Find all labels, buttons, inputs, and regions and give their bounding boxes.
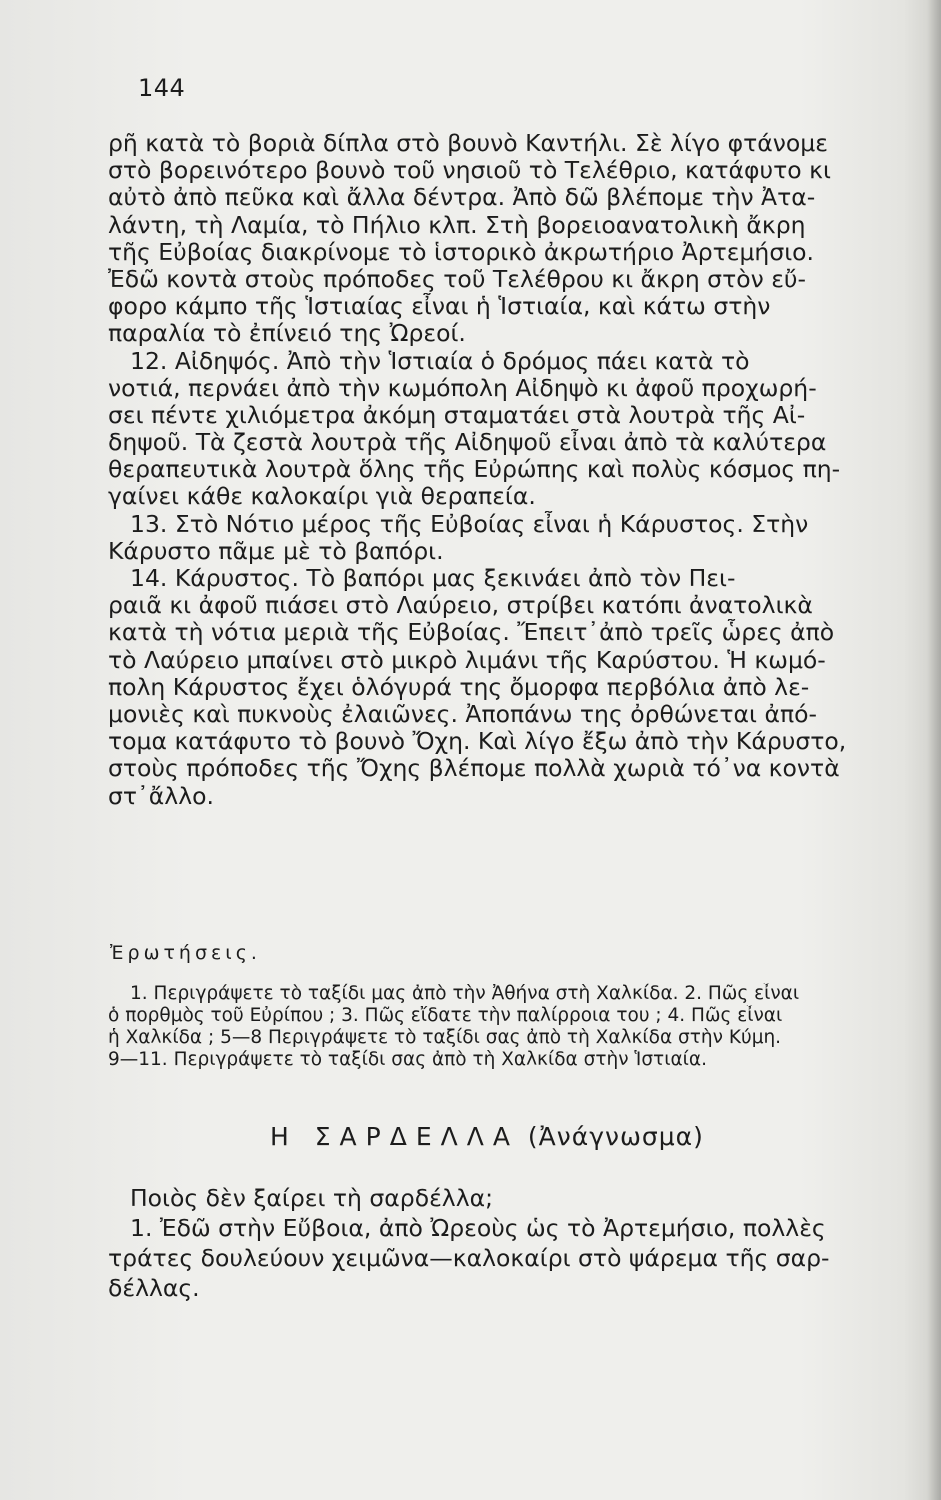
question-line: ὁ πορθμὸς τοῦ Εὐρίπου ; 3. Πῶς εἴδατε τὴν παλίρροια του ; 4. Πῶς εἶναι [108,1005,783,1026]
questions-heading: Ἐρωτήσεις. [110,942,261,964]
text-line: λάντη, τὴ Λαμία, τὸ Πήλιο κλπ. Στὴ βορειοανατολικὴ ἄκρη [108,211,806,239]
page-edge-shadow [927,0,941,1500]
section-13-line: 13. Στὸ Νότιο μέρος τῆς Εὐβοίας εἶναι ἡ Κάρυστος. Στὴν [130,510,809,538]
text-line: στ᾿ἄλλο. [108,782,214,810]
text-line: Κάρυστο πᾶμε μὲ τὸ βαπόρι. [108,537,444,565]
text-line: θεραπευτικὰ λουτρὰ ὅλης τῆς Εὐρώπης καὶ πολὺς κόσμος πη- [108,456,841,484]
text-line: γαίνει κάθε καλοκαίρι γιὰ θεραπεία. [108,483,536,511]
text-line: μονιὲς καὶ πυκνοὺς ἐλαιῶνες. Ἀποπάνω της ὀρθώνεται ἀπό- [108,700,817,728]
questions-block [108,983,928,1071]
reading-title [270,1122,704,1151]
main-text [108,130,928,810]
text-line: τομα κατάφυτο τὸ βουνὸ Ὄχη. Καὶ λίγο ἔξω ἀπὸ τὴν Κάρυστο, [108,728,847,756]
text-line: δηψοῦ. Τὰ ζεστὰ λουτρὰ τῆς Αἰδηψοῦ εἶναι ἀπὸ τὰ καλύτερα [108,429,827,457]
reading-line: δέλλας. [108,1274,200,1302]
text-line: τὸ Λαύρειο μπαίνει στὸ μικρὸ λιμάνι τῆς Καρύστου. Ἡ κωμό- [108,646,826,674]
text-line: σει πέντε χιλιόμετρα ἀκόμη σταματάει στὰ λουτρὰ τῆς Αἰ- [108,401,806,429]
reading-line: Ποιὸς δὲν ξαίρει τὴ σαρδέλλα; [130,1184,494,1212]
text-line: στοὺς πρόποδες τῆς Ὄχης βλέπομε πολλὰ χωριὰ τό᾿να κοντὰ [108,755,840,783]
text-line: στὸ βορεινότερο βουνὸ τοῦ νησιοῦ τὸ Τελέθριο, κατάφυτο κι [108,157,831,185]
text-line: νοτιά, περνάει ἀπὸ τὴν κωμόπολη Αἰδηψὸ κι ἀφοῦ προχωρή- [108,374,817,402]
section-12-heading-line: 12. Αἰδηψός. Ἀπὸ τὴν Ἱστιαία ὁ δρόμος πάει κατὰ τὸ [130,347,750,375]
question-line: ἡ Χαλκίδα ; 5—8 Περιγράψετε τὸ ταξίδι σας ἀπὸ τὴ Χαλκίδα στὴν Κύμη. [108,1027,782,1048]
text-line: τῆς Εὐβοίας διακρίνομε τὸ ἱστορικὸ ἀκρωτήριο Ἀρτεμήσιο. [108,238,815,266]
text-line: Ἐδῶ κοντὰ στοὺς πρόποδες τοῦ Τελέθρου κι ἄκρη στὸν εὔ- [108,265,806,293]
reading-title-subtitle: (Ἀνάγνωσμα) [527,1122,704,1151]
reading-line: τράτες δουλεύουν χειμῶνα—καλοκαίρι στὸ ψάρεμα τῆς σαρ- [108,1244,830,1272]
text-line: φορο κάμπο τῆς Ἱστιαίας εἶναι ἡ Ἱστιαία, καὶ κάτω στὴν [108,293,771,321]
question-line: 9—11. Περιγράψετε τὸ ταξίδι σας ἀπὸ τὴ Χαλκίδα στὴν Ἱστιαία. [108,1049,707,1070]
reading-text [108,1183,928,1303]
reading-title-main: Η ΣΑΡΔΕΛΛΑ [270,1122,519,1151]
section-14-heading-line: 14. Κάρυστος. Τὸ βαπόρι μας ξεκινάει ἀπὸ τὸν Πει- [130,565,736,592]
text-line: αὐτὸ ἀπὸ πεῦκα καὶ ἄλλα δέντρα. Ἀπὸ δῶ βλέπομε τὴν Ἀτα- [108,184,816,212]
text-line: πολη Κάρυστος ἔχει ὁλόγυρά της ὄμορφα περβόλια ἀπὸ λε- [108,673,810,701]
text-line: κατὰ τὴ νότια μεριὰ τῆς Εὐβοίας. Ἔπειτ᾿ἀπὸ τρεῖς ὧρες ἀπὸ [108,619,835,647]
reading-line: 1. Ἐδῶ στὴν Εὔβοια, ἀπὸ Ὠρεοὺς ὡς τὸ Ἀρτεμήσιο, πολλὲς [130,1214,826,1242]
question-line: 1. Περιγράψετε τὸ ταξίδι μας ἀπὸ τὴν Ἀθήνα στὴ Χαλκίδα. 2. Πῶς εἶναι [130,983,800,1004]
page-number: 144 [138,74,186,102]
text-line: παραλία τὸ ἐπίνειό της Ὠρεοί. [108,320,466,348]
text-line: ρῆ κατὰ τὸ βοριὰ δίπλα στὸ βουνὸ Καντήλι. Σὲ λίγο φτάνομε [108,130,828,157]
text-line: ραιᾶ κι ἀφοῦ πιάσει στὸ Λαύρειο, στρίβει κατόπι ἀνατολικὰ [108,592,813,620]
